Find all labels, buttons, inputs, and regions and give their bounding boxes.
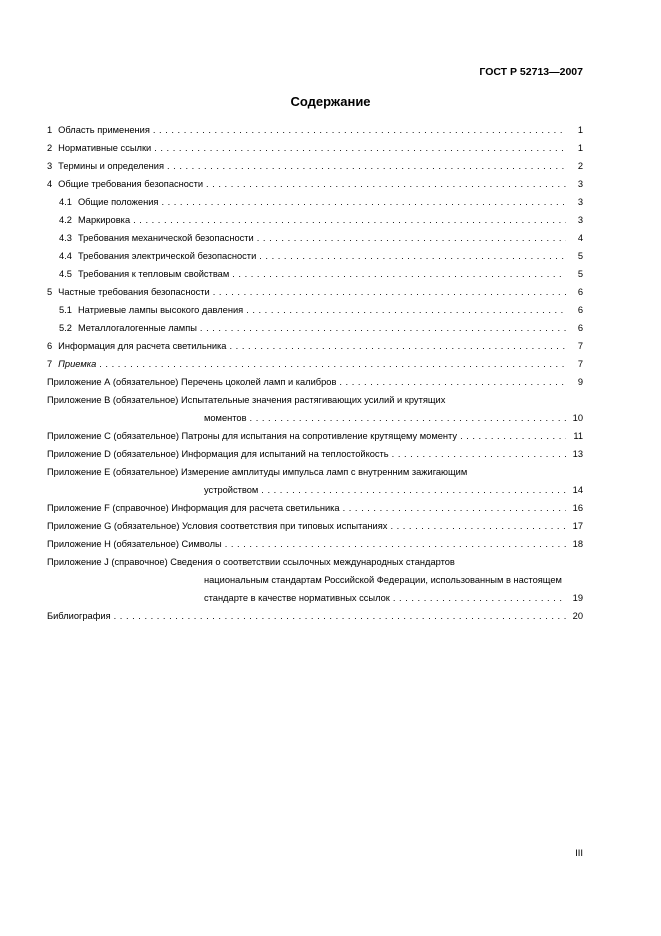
annex-line [47,409,583,427]
dot-leader [99,355,566,373]
toc-entry[interactable] [47,283,583,301]
toc-entry-number: 5 [47,287,53,297]
annex-entry-title: устройством [204,485,259,495]
annex-entry[interactable] [47,553,583,607]
toc-line [47,157,583,175]
toc-entry-title: Требования механической безопасности [77,233,254,243]
toc-entry-page: 3 [577,215,583,225]
dot-leader [257,229,566,247]
annex-entry[interactable] [47,463,583,499]
toc-line [47,355,583,373]
toc-entry[interactable] [47,355,583,373]
dot-leader [259,247,566,265]
toc-line [47,139,583,157]
annex-line [47,607,583,625]
annex-entry[interactable] [47,517,583,535]
toc-entry-page: 6 [577,305,583,315]
annex-entry-title: Приложение J (справочное) Сведения о соответствии ссылочных международных стандартов [47,557,455,567]
toc-entry-title: Частные требования безопасности [58,287,210,297]
dot-leader [133,211,566,229]
toc-entry[interactable] [47,193,583,211]
toc-entry-page: 1 [577,125,583,135]
dot-leader [114,607,566,625]
dot-leader [250,409,566,427]
toc-line [59,301,583,319]
toc-entry-page: 5 [577,269,583,279]
toc-entry-page: 6 [577,287,583,297]
dot-leader [229,337,566,355]
toc-entry-title: Маркировка [77,215,131,225]
toc-line [59,319,583,337]
annex-entry-title: Приложение А (обязательное) Перечень цоколей ламп и калибров [47,377,337,387]
toc-line [47,121,583,139]
page-number: III [575,848,583,859]
annex-line [47,463,583,481]
dot-leader [225,535,566,553]
annex-entry-page: 17 [572,521,583,531]
annex-entry-page: 19 [572,593,583,603]
annex-entry-title: Библиография [47,611,111,621]
toc-entry-page: 7 [577,359,583,369]
dot-leader [153,121,566,139]
annex-entry-title: Приложение С (обязательное) Патроны для испытания на сопротивление крутящему моменту [47,431,458,441]
annex-entry-title: Приложение F (справочное) Информация для расчета светильника [47,503,340,513]
toc-entry[interactable] [47,265,583,283]
toc-line [59,211,583,229]
dot-leader [200,319,566,337]
annex-entry-page: 20 [572,611,583,621]
dot-leader [154,139,566,157]
toc-line [59,247,583,265]
toc-entry[interactable] [47,121,583,139]
dot-leader [206,175,566,193]
annex-entry-page: 13 [572,449,583,459]
toc-entry[interactable] [47,337,583,355]
page-title: Содержание [290,94,371,109]
toc-entry-number: 3 [47,161,53,171]
toc-entry-number: 4.2 [59,215,72,225]
table-of-contents [47,121,583,625]
toc-line [59,193,583,211]
toc-entry-number: 7 [47,359,53,369]
toc-entry-title: Термины и определения [58,161,165,171]
toc-entry-number: 6 [47,341,53,351]
annex-entry[interactable] [47,391,583,427]
annex-entry-title: Приложение В (обязательное) Испытательные значения растягивающих усилий и крутящих [47,395,446,405]
dot-leader [261,481,566,499]
toc-entry-number: 5.2 [59,323,72,333]
annex-entry-title: национальным стандартам Российской Федерации, использованным в настоящем [204,575,562,585]
toc-entry-title: Натриевые лампы высокого давления [77,305,244,315]
toc-entry-page: 6 [577,323,583,333]
toc-entry-number: 5.1 [59,305,72,315]
toc-entry-number: 4 [47,179,53,189]
dot-leader [161,193,566,211]
toc-entry-page: 2 [577,161,583,171]
dot-leader [343,499,566,517]
annex-line [47,427,583,445]
toc-entry-number: 4.1 [59,197,72,207]
annex-entry-page: 18 [572,539,583,549]
annex-entry-title: стандарте в качестве нормативных ссылок [204,593,390,603]
dot-leader [392,445,566,463]
toc-entry-title: Нормативные ссылки [58,143,152,153]
toc-entry-number: 1 [47,125,53,135]
toc-line [59,265,583,283]
dot-leader [339,373,566,391]
annex-line [47,481,583,499]
annex-entry-page: 10 [572,413,583,423]
toc-entry-title: Приемка [58,359,97,369]
toc-entry-page: 5 [577,251,583,261]
toc-entry-page: 7 [577,341,583,351]
annex-entry-title: Приложение Е (обязательное) Измерение амплитуды импульса ламп с внутренним зажигающим [47,467,468,477]
toc-entry-number: 4.5 [59,269,72,279]
toc-entry-title: Металлогалогенные лампы [77,323,197,333]
toc-entry-title: Общие положения [77,197,159,207]
annex-entry-title: Приложение D (обязательное) Информация для испытаний на теплостойкость [47,449,389,459]
annex-line [47,571,583,589]
dot-leader [246,301,566,319]
toc-entry-number: 2 [47,143,53,153]
toc-entry-title: Общие требования безопасности [58,179,204,189]
annex-entry[interactable] [47,373,583,391]
toc-entry-title: Информация для расчета светильника [58,341,227,351]
annex-line [47,589,583,607]
dot-leader [167,157,566,175]
dot-leader [213,283,566,301]
annex-line [47,517,583,535]
toc-entry-title: Требования к тепловым свойствам [77,269,230,279]
annex-entry-page: 9 [577,377,583,387]
annex-line [47,391,583,409]
toc-entry-page: 1 [577,143,583,153]
annex-line [47,445,583,463]
annex-entry-title: Приложение Н (обязательное) Символы [47,539,222,549]
toc-entry-number: 4.4 [59,251,72,261]
toc-entry[interactable] [47,175,583,193]
toc-entry[interactable] [47,139,583,157]
toc-line [47,337,583,355]
annex-entry-page: 16 [572,503,583,513]
annex-entry[interactable] [47,427,583,445]
toc-entry-page: 4 [577,233,583,243]
toc-entry[interactable] [47,301,583,319]
toc-entry[interactable] [47,319,583,337]
annex-entry[interactable] [47,535,583,553]
toc-entry-page: 3 [577,197,583,207]
annex-entry-title: моментов [204,413,247,423]
dot-leader [232,265,566,283]
annex-entry-title: Приложение G (обязательное) Условия соответствия при типовых испытаниях [47,521,388,531]
toc-entry-title: Требования электрической безопасности [77,251,257,261]
annex-line [47,499,583,517]
toc-entry-page: 3 [577,179,583,189]
toc-line [59,229,583,247]
toc-entry[interactable] [47,247,583,265]
annex-entry[interactable] [47,607,583,625]
toc-line [47,283,583,301]
toc-entry-title: Область применения [58,125,150,135]
annex-entry-page: 14 [572,485,583,495]
toc-entry[interactable] [47,211,583,229]
annex-line [47,553,583,571]
annex-entry-page: 11 [573,431,583,441]
annex-entry[interactable] [47,499,583,517]
toc-line [47,175,583,193]
dot-leader [460,427,566,445]
annex-line [47,373,583,391]
annex-line [47,535,583,553]
dot-leader [390,517,566,535]
annex-entry[interactable] [47,445,583,463]
toc-entry[interactable] [47,157,583,175]
toc-entry-number: 4.3 [59,233,72,243]
dot-leader [393,589,566,607]
standard-number: ГОСТ Р 52713—2007 [479,66,583,78]
toc-entry[interactable] [47,229,583,247]
